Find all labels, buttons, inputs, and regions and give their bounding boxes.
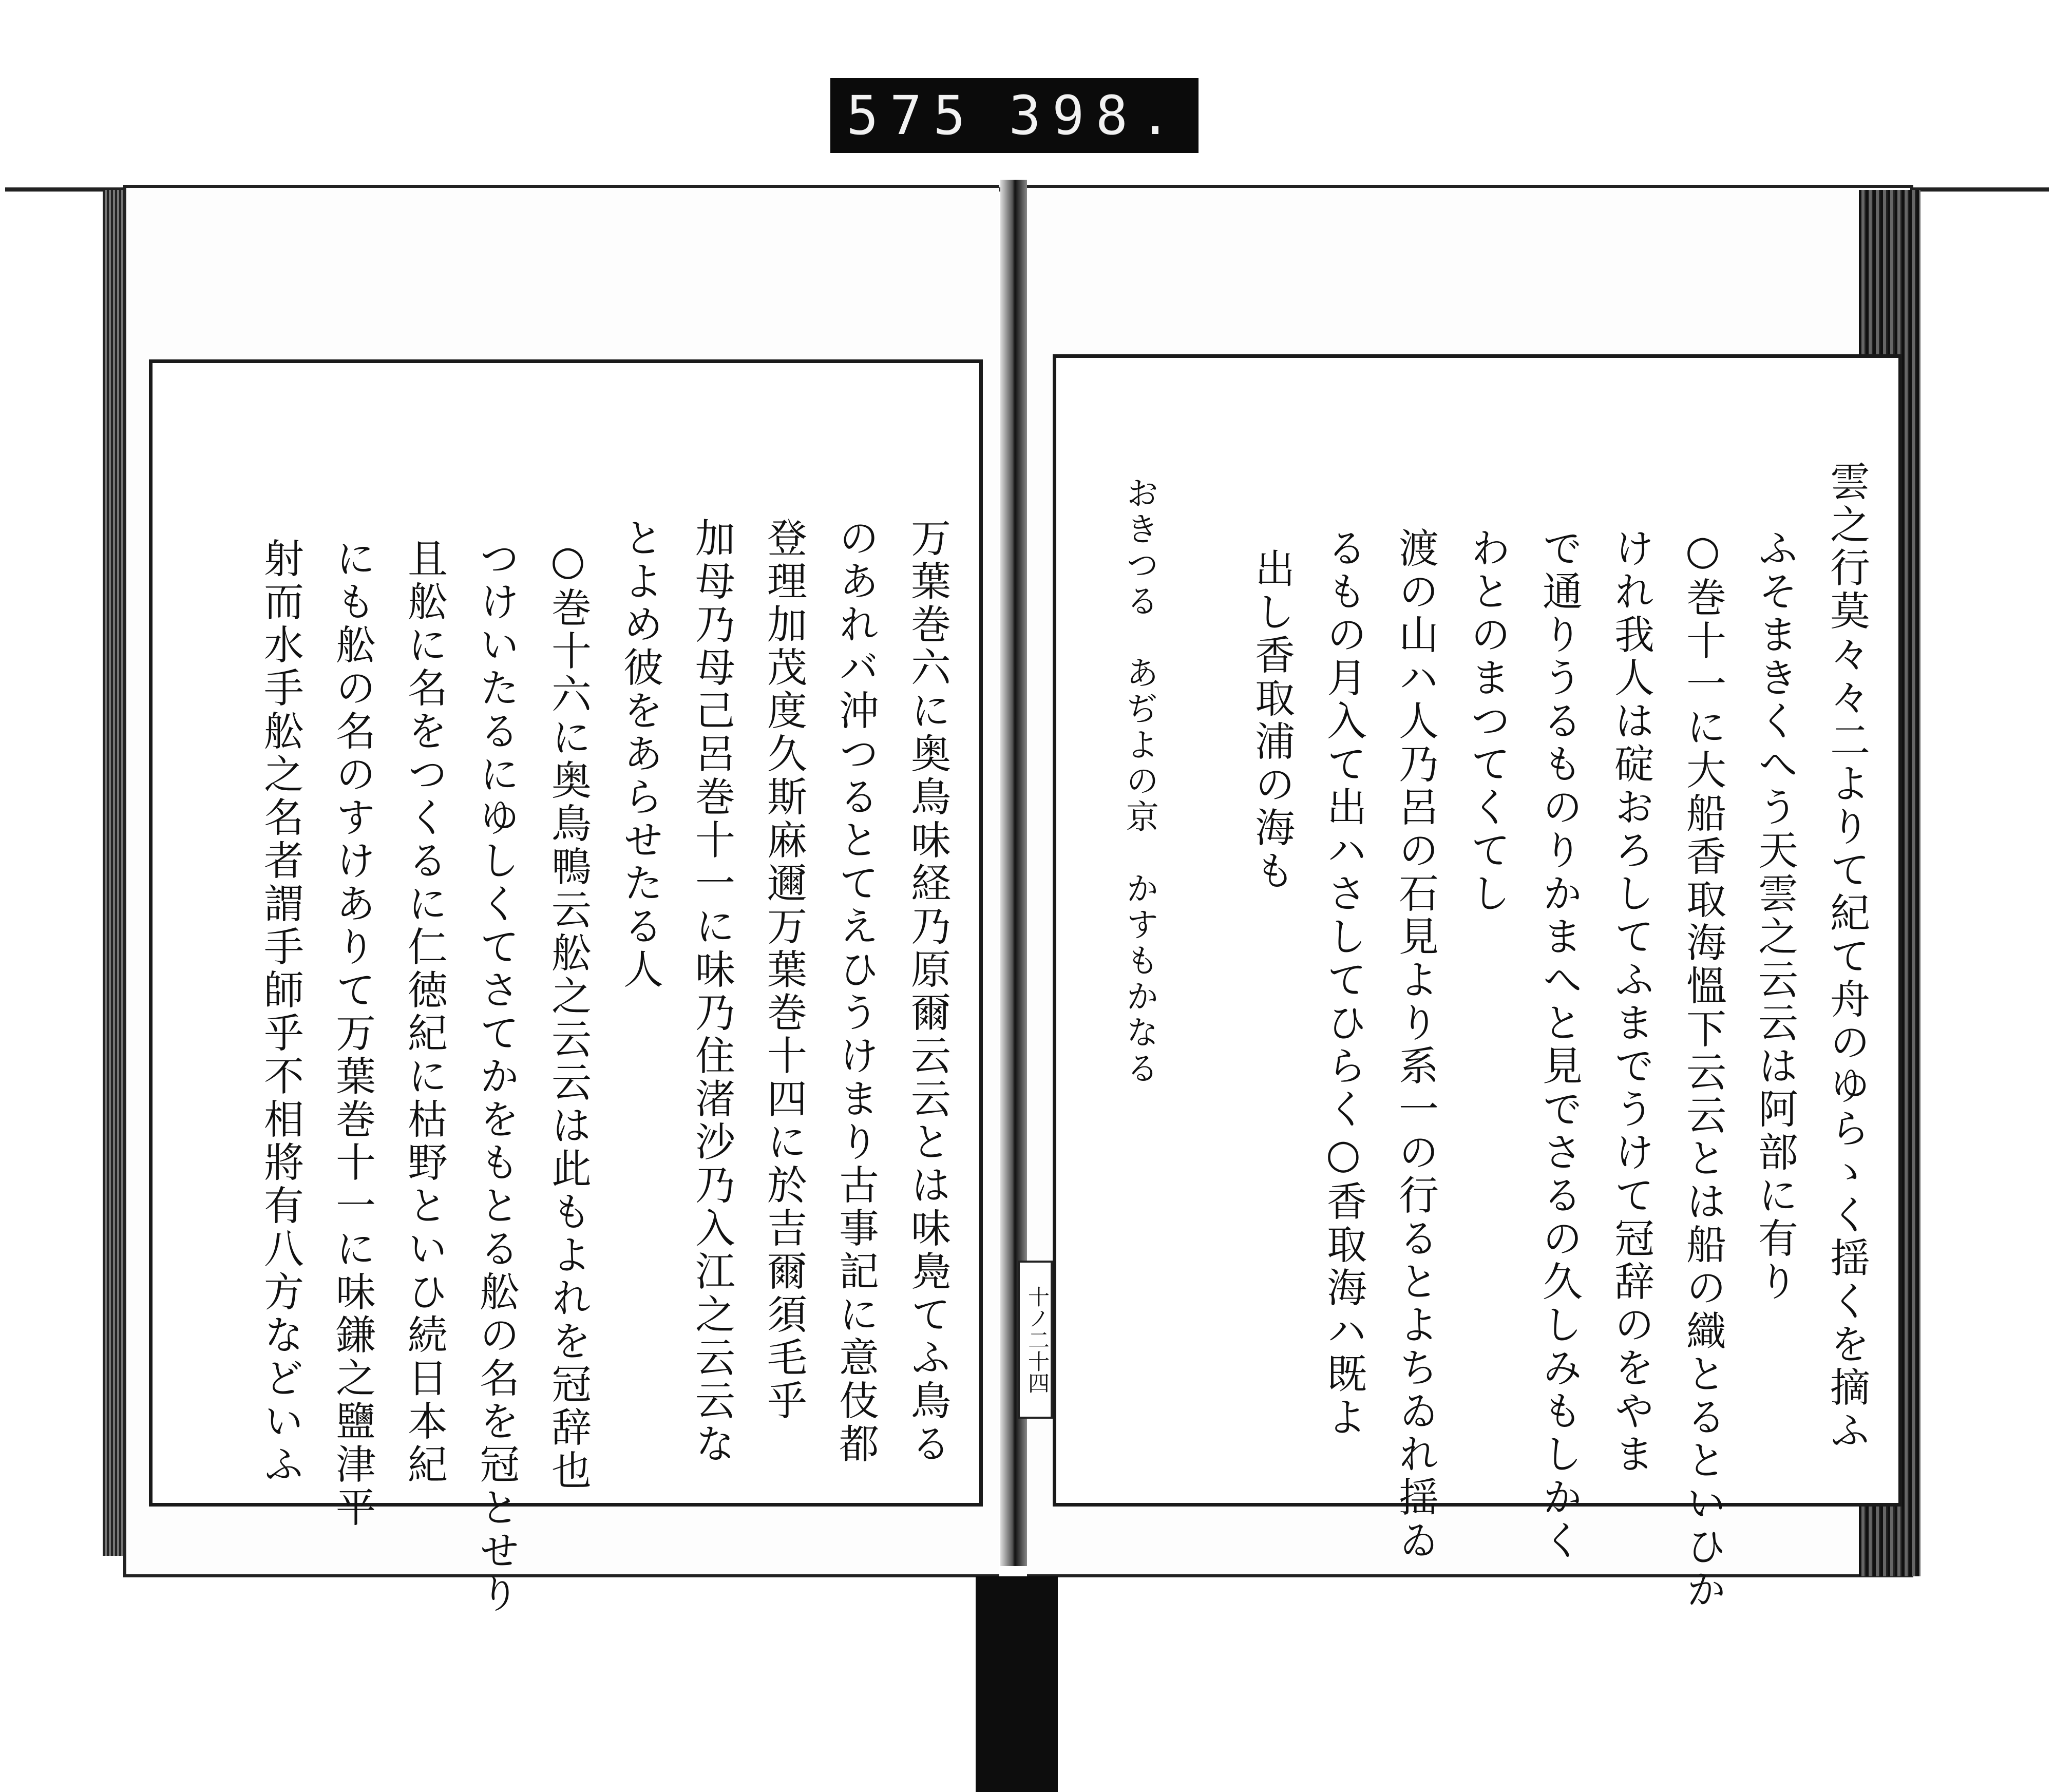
binding-tab — [976, 1576, 1058, 1792]
text-column: るもの月入て出ハさしてひらく○香取海ハ既よ — [1320, 527, 1366, 1439]
text-column: けれ我人は碇おろしてふまでうけて冠辞のをやま — [1608, 527, 1654, 1476]
right-text-frame — [1053, 354, 1902, 1612]
text-column: ○巻十一に大船香取海慍下云云とは船の織とるといひか — [1680, 527, 1726, 1612]
text-column: 万葉巻六に奥鳥味経乃原爾云云とは味鳧てふ鳥る — [904, 517, 950, 1466]
text-column: つけいたるにゆしくてさてかをもとる舩の名を冠とせり — [473, 538, 519, 1616]
text-column: のあれバ沖つるとてえひうけまり古事記に意伎都 — [832, 517, 879, 1466]
text-column: 渡の山ハ人乃呂の石見より系一の行るとよちゐれ揺ゐ — [1392, 527, 1438, 1562]
page-number: 十ノ二十四 — [1018, 1261, 1053, 1419]
text-column: 登理加茂度久斯麻邇万葉巻十四に於吉爾須毛乎 — [760, 517, 807, 1423]
film-frame-label — [830, 78, 1199, 153]
text-column: で通りうるものりかまへと見でさるの久しみもしかく — [1536, 527, 1582, 1562]
text-column: 射而水手舩之名者謂手師乎不相將有八方などいふ — [257, 538, 303, 1486]
film-frame-number-left: 575 — [846, 84, 977, 147]
text-column: 且舩に名をつくるに仁徳紀に枯野といひ続日本紀 — [401, 538, 447, 1486]
text-column: 出し香取浦の海も — [1248, 548, 1295, 893]
text-column: 加母乃母己呂巻十一に味乃住渚沙乃入江之云云な — [689, 517, 735, 1466]
text-column: とよめ彼をあらせたる人 — [617, 517, 663, 992]
text-column: にも舩の名のすけありて万葉巻十一に味鎌之鹽津平 — [329, 538, 375, 1530]
text-column: 雲之行莫々々二よりて紀て舟のゆらゝく揺くを摘ふ — [1823, 461, 1870, 1453]
text-column: わとのまつてくてし — [1464, 527, 1510, 916]
text-column: ○巻十六に奥鳥鴨云舩之云云は此もよれを冠辞也 — [545, 538, 591, 1493]
film-frame-number-right: 398. — [1009, 84, 1183, 147]
text-column: おきつる あぢよの京 かすもかなる — [1120, 476, 1158, 1087]
text-column: ふそまきくへう天雲之云云は阿部に有り — [1752, 527, 1798, 1304]
left-text-frame — [149, 359, 983, 1616]
